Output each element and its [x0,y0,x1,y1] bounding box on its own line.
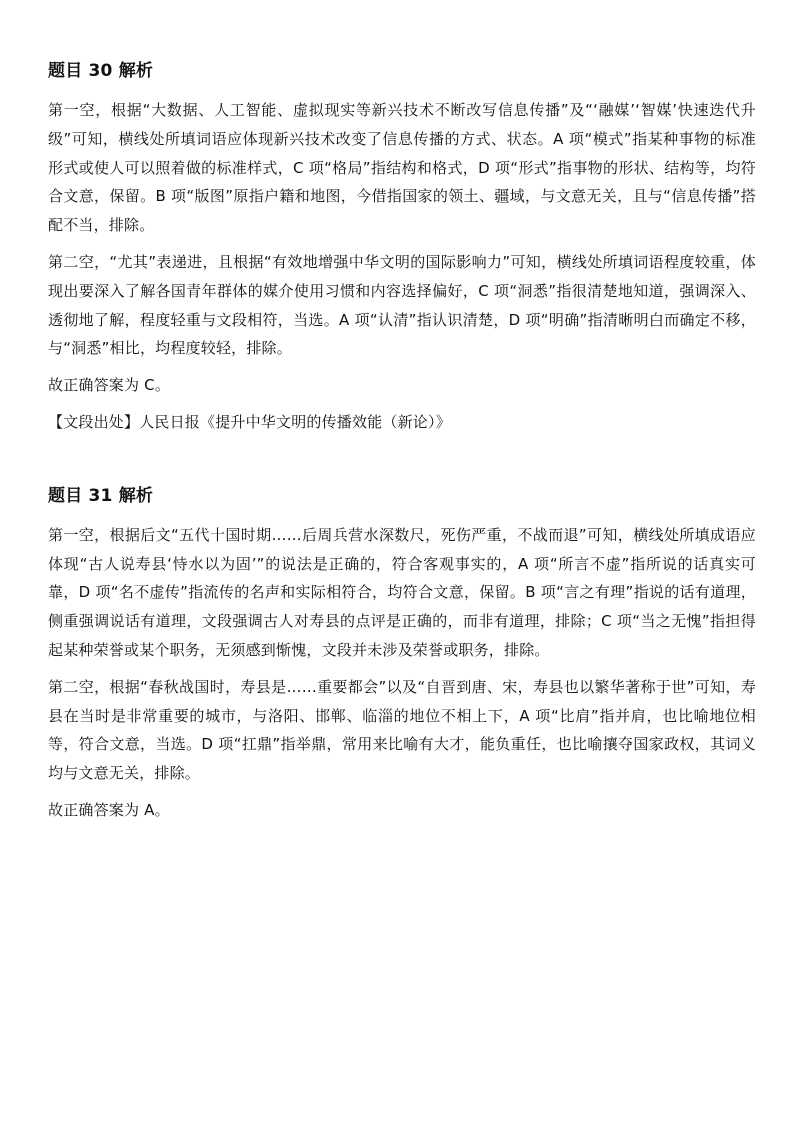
analysis-section-31 [48,483,756,825]
source-line: 【文段出处】人民日报《提升中华文明的传播效能（新论）》 [48,412,451,431]
section-title: 题目 31 解析 [48,485,154,506]
analysis-section-30 [48,58,756,437]
paragraph-second-blank: 第二空，根据“春秋战国时，寿县是……重要都会”以及“自晋到唐、宋，寿县也以繁华著称于世”可知，寿县在当时是非常重要的城市，与洛阳、邯郸、临淄的地位不相上下，A 项“比肩”指并肩，也比喻地位相等，符合文意，当选。D 项“扛鼎”指举鼎，常用来比喻有大才，能负重任，也比喻攘夺国家政权，其词义均与文意无关，排除。 [48,677,756,783]
answer-line: 故正确答案为 C。 [48,376,171,395]
paragraph-first-blank: 第一空，根据后文“五代十国时期……后周兵营水深数尺，死伤严重，不战而退”可知，横线处所填成语应体现“古人说寿县‘恃水以为固’”的说法是正确的，符合客观事实的，A 项“所言不虚”指所说的话真实可靠，D 项“名不虚传”指流传的名声和实际相符合，均符合文意，保留。B 项“言之有理”指说的话有道理，侧重强调说话有道理，文段强调古人对寿县的点评是正确的，而非有道理，排除；C 项“当之无愧”指担得起某种荣誉或某个职务，无须感到惭愧，文段并未涉及荣誉或职务，排除。 [48,525,756,659]
answer-line: 故正确答案为 A。 [48,800,170,819]
paragraph-first-blank: 第一空，根据“大数据、人工智能、虚拟现实等新兴技术不断改写信息传播”及“‘融媒’‘智媒’快速迭代升级”可知，横线处所填词语应体现新兴技术改变了信息传播的方式、状态。A 项“模式”指某种事物的标准形式或使人可以照着做的标准样式，C 项“格局”指结构和格式，D 项“形式”指事物的形状、结构等，均符合文意，保留。B 项“版图”原指户籍和地图，今借指国家的领土、疆域，与文意无关，且与“信息传播”搭配不当，排除。 [48,101,756,235]
section-title: 题目 30 解析 [48,61,154,81]
paragraph-second-blank: 第二空，“尤其”表递进，且根据“有效地增强中华文明的国际影响力”可知，横线处所填词语程度较重，体现出要深入了解各国青年群体的媒介使用习惯和内容选择偏好，C 项“洞悉”指很清楚地知道，强调深入、透彻地了解，程度轻重与文段相符，当选。A 项“认清”指认识清楚，D 项“明确”指清晰明白而确定不移，与“洞悉”相比，均程度较轻，排除。 [48,252,756,358]
